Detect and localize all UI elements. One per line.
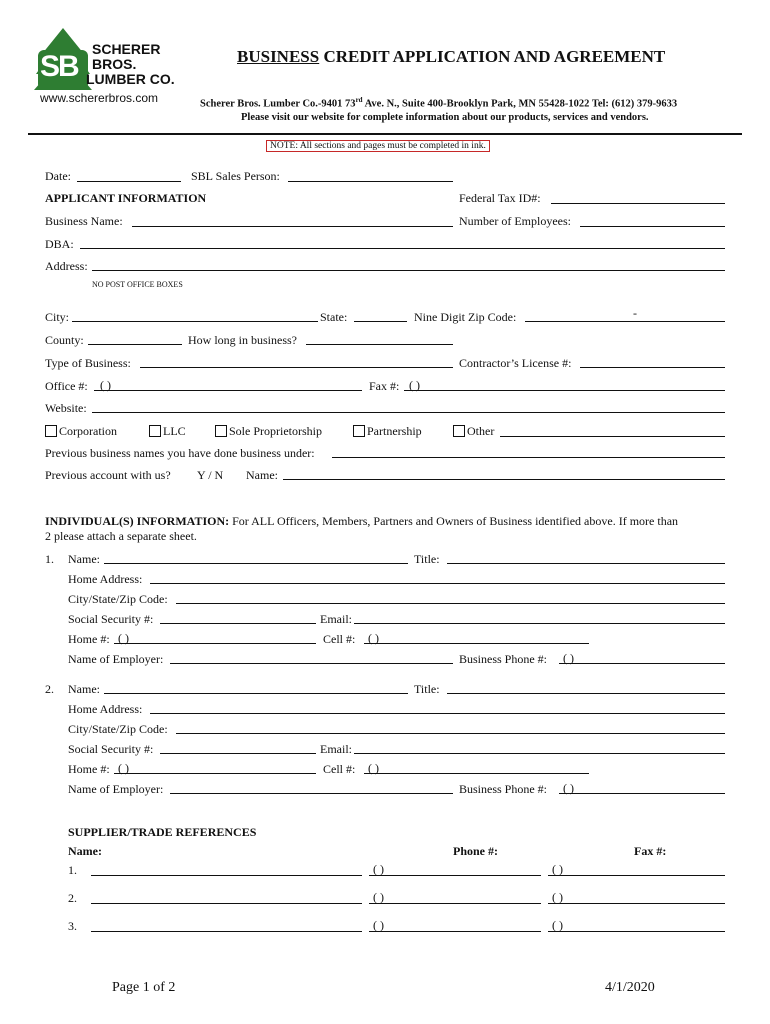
person-2-email-field[interactable] <box>354 753 725 754</box>
person-1-email-field[interactable] <box>354 623 725 624</box>
checkbox-corporation[interactable]: Corporation <box>45 424 117 439</box>
person-business-phone-label: Business Phone #: <box>459 652 548 666</box>
license-label: Contractor’s License #: <box>459 356 572 370</box>
address-label: Address: <box>45 259 88 273</box>
references-phone-column: Phone #: <box>453 844 498 858</box>
person-1-business-phone-field[interactable] <box>559 663 725 664</box>
logo-monogram: SB <box>40 50 78 83</box>
person-2-cell-field[interactable] <box>364 773 589 774</box>
yes-no-option[interactable]: Y / N <box>197 468 224 482</box>
checkbox-other[interactable]: Other <box>453 424 494 439</box>
phone-parens: ( ) <box>563 651 574 665</box>
person-cell-label: Cell #: <box>323 632 356 646</box>
person-business-phone-label: Business Phone #: <box>459 782 548 796</box>
company-address: Scherer Bros. Lumber Co.-9401 73rd Ave. N., Suite 400-Brooklyn Park, MN 55428-1022 Tel: (612) 379-9633 <box>200 96 678 110</box>
person-1-home-phone-field[interactable] <box>114 643 316 644</box>
checkbox-box-icon <box>149 425 161 437</box>
person-home-phone-label: Home #: <box>68 762 110 776</box>
references-name-column: Name: <box>68 844 102 858</box>
person-ssn-label: Social Security #: <box>68 612 154 626</box>
fax-parens: ( ) <box>552 890 563 904</box>
dba-label: DBA: <box>45 237 74 251</box>
phone-parens: ( ) <box>118 761 129 775</box>
tax-id-label: Federal Tax ID#: <box>459 191 541 205</box>
checkbox-partnership[interactable]: Partnership <box>353 424 422 439</box>
phone-parens: ( ) <box>373 862 384 876</box>
reference-1-name-field[interactable] <box>91 875 362 876</box>
business-name-field[interactable] <box>132 226 453 227</box>
state-label: State: <box>320 310 348 324</box>
person-city-state-zip-label: City/State/Zip Code: <box>68 592 168 606</box>
previous-names-label: Previous business names you have done business under: <box>45 446 315 460</box>
sales-person-field[interactable] <box>288 181 453 182</box>
license-field[interactable] <box>580 367 725 368</box>
person-email-label: Email: <box>320 612 352 626</box>
page-number: Page 1 of 2 <box>112 980 176 995</box>
reference-2-name-field[interactable] <box>91 903 362 904</box>
person-2-business-phone-field[interactable] <box>559 793 725 794</box>
ink-note: NOTE: All sections and pages must be completed in ink. <box>266 140 490 152</box>
person-number: 2. <box>45 682 54 696</box>
fax-parens: ( ) <box>409 378 420 392</box>
logo-website: www.schererbros.com <box>40 91 159 105</box>
phone-parens: ( ) <box>368 631 379 645</box>
individuals-heading-cont: 2 please attach a separate sheet. <box>45 529 197 543</box>
how-long-label: How long in business? <box>188 333 297 347</box>
checkbox-sole-proprietorship[interactable]: Sole Proprietorship <box>215 424 322 439</box>
state-field[interactable] <box>354 321 407 322</box>
date-label: Date: <box>45 169 71 183</box>
phone-parens: ( ) <box>118 631 129 645</box>
employees-field[interactable] <box>580 226 725 227</box>
sales-person-label: SBL Sales Person: <box>191 169 280 183</box>
person-1-ssn-field[interactable] <box>160 623 316 624</box>
reference-1-phone-field[interactable] <box>369 875 541 876</box>
references-heading: SUPPLIER/TRADE REFERENCES <box>68 825 257 839</box>
person-1-city-state-zip-field[interactable] <box>176 603 725 604</box>
website-notice: Please visit our website for complete information about our products, services and vendors. <box>241 112 649 123</box>
business-name-label: Business Name: <box>45 214 123 228</box>
fax-field[interactable] <box>404 390 725 391</box>
checkbox-box-icon <box>453 425 465 437</box>
fax-parens: ( ) <box>552 918 563 932</box>
page-title: BUSINESS CREDIT APPLICATION AND AGREEMENT <box>237 47 666 66</box>
other-field[interactable] <box>500 436 725 437</box>
city-label: City: <box>45 310 70 324</box>
person-name-label: Name: <box>68 552 100 566</box>
fax-parens: ( ) <box>552 862 563 876</box>
person-name-label: Name: <box>68 682 100 696</box>
phone-parens: ( ) <box>563 781 574 795</box>
address-field[interactable] <box>92 270 725 271</box>
business-type-field[interactable] <box>140 367 453 368</box>
zip-label: Nine Digit Zip Code: <box>414 310 517 324</box>
zip-field[interactable] <box>525 321 725 322</box>
applicant-heading: APPLICANT INFORMATION <box>45 191 207 205</box>
city-field[interactable] <box>72 321 318 322</box>
office-phone-field[interactable] <box>94 390 362 391</box>
previous-names-field[interactable] <box>332 457 725 458</box>
fax-label: Fax #: <box>369 379 400 393</box>
person-2-name-field[interactable] <box>104 693 408 694</box>
person-2-city-state-zip-field[interactable] <box>176 733 725 734</box>
person-cell-label: Cell #: <box>323 762 356 776</box>
previous-account-label: Previous account with us? <box>45 468 171 482</box>
business-type-label: Type of Business: <box>45 356 131 370</box>
person-2-home-phone-field[interactable] <box>114 773 316 774</box>
person-2-ssn-field[interactable] <box>160 753 316 754</box>
header-divider <box>28 133 742 135</box>
person-home-address-label: Home Address: <box>68 572 143 586</box>
how-long-field[interactable] <box>306 344 453 345</box>
date-field[interactable] <box>77 181 181 182</box>
reference-1-fax-field[interactable] <box>548 875 725 876</box>
person-email-label: Email: <box>320 742 352 756</box>
no-po-boxes-note: NO POST OFFICE BOXES <box>92 280 183 289</box>
person-employer-label: Name of Employer: <box>68 782 164 796</box>
company-logo <box>32 28 192 106</box>
office-phone-parens: ( ) <box>100 378 111 392</box>
office-phone-label: Office #: <box>45 379 88 393</box>
phone-parens: ( ) <box>373 918 384 932</box>
checkbox-box-icon <box>215 425 227 437</box>
person-city-state-zip-label: City/State/Zip Code: <box>68 722 168 736</box>
reference-3-name-field[interactable] <box>91 931 362 932</box>
logo-company-line-3: LUMBER CO. <box>86 71 175 87</box>
person-2-home-address-field[interactable] <box>150 713 725 714</box>
previous-account-name-label: Name: <box>246 468 278 482</box>
previous-account-name-field[interactable] <box>283 479 725 480</box>
county-field[interactable] <box>88 344 182 345</box>
reference-number: 1. <box>68 863 77 877</box>
reference-3-phone-field[interactable] <box>369 931 541 932</box>
person-ssn-label: Social Security #: <box>68 742 154 756</box>
phone-parens: ( ) <box>373 890 384 904</box>
reference-number: 3. <box>68 919 77 933</box>
checkbox-box-icon <box>353 425 365 437</box>
person-home-address-label: Home Address: <box>68 702 143 716</box>
person-1-name-field[interactable] <box>104 563 408 564</box>
logo-company-line-2: BROS. <box>92 56 137 72</box>
reference-3-fax-field[interactable] <box>548 931 725 932</box>
person-title-label: Title: <box>414 552 440 566</box>
person-1-cell-field[interactable] <box>364 643 589 644</box>
employees-label: Number of Employees: <box>459 214 571 228</box>
revision-date: 4/1/2020 <box>605 980 655 995</box>
checkbox-llc[interactable]: LLC <box>149 424 186 439</box>
person-employer-label: Name of Employer: <box>68 652 164 666</box>
person-2-title-field[interactable] <box>447 693 725 694</box>
phone-parens: ( ) <box>368 761 379 775</box>
individuals-heading: INDIVIDUAL(S) INFORMATION: For ALL Officers, Members, Partners and Owners of Business identified above. If more than <box>45 514 679 528</box>
county-label: County: <box>45 333 84 347</box>
tax-id-field[interactable] <box>551 203 725 204</box>
website-label: Website: <box>45 401 87 415</box>
reference-2-phone-field[interactable] <box>369 903 541 904</box>
reference-2-fax-field[interactable] <box>548 903 725 904</box>
logo-company-line-1: SCHERER <box>92 41 161 57</box>
person-home-phone-label: Home #: <box>68 632 110 646</box>
person-number: 1. <box>45 552 54 566</box>
person-1-employer-field[interactable] <box>170 663 453 664</box>
checkbox-box-icon <box>45 425 57 437</box>
person-2-employer-field[interactable] <box>170 793 453 794</box>
person-1-title-field[interactable] <box>447 563 725 564</box>
dba-field[interactable] <box>80 248 725 249</box>
reference-number: 2. <box>68 891 77 905</box>
website-field[interactable] <box>92 412 725 413</box>
zip-dash: - <box>633 306 637 320</box>
references-fax-column: Fax #: <box>634 844 667 858</box>
person-1-home-address-field[interactable] <box>150 583 725 584</box>
person-title-label: Title: <box>414 682 440 696</box>
